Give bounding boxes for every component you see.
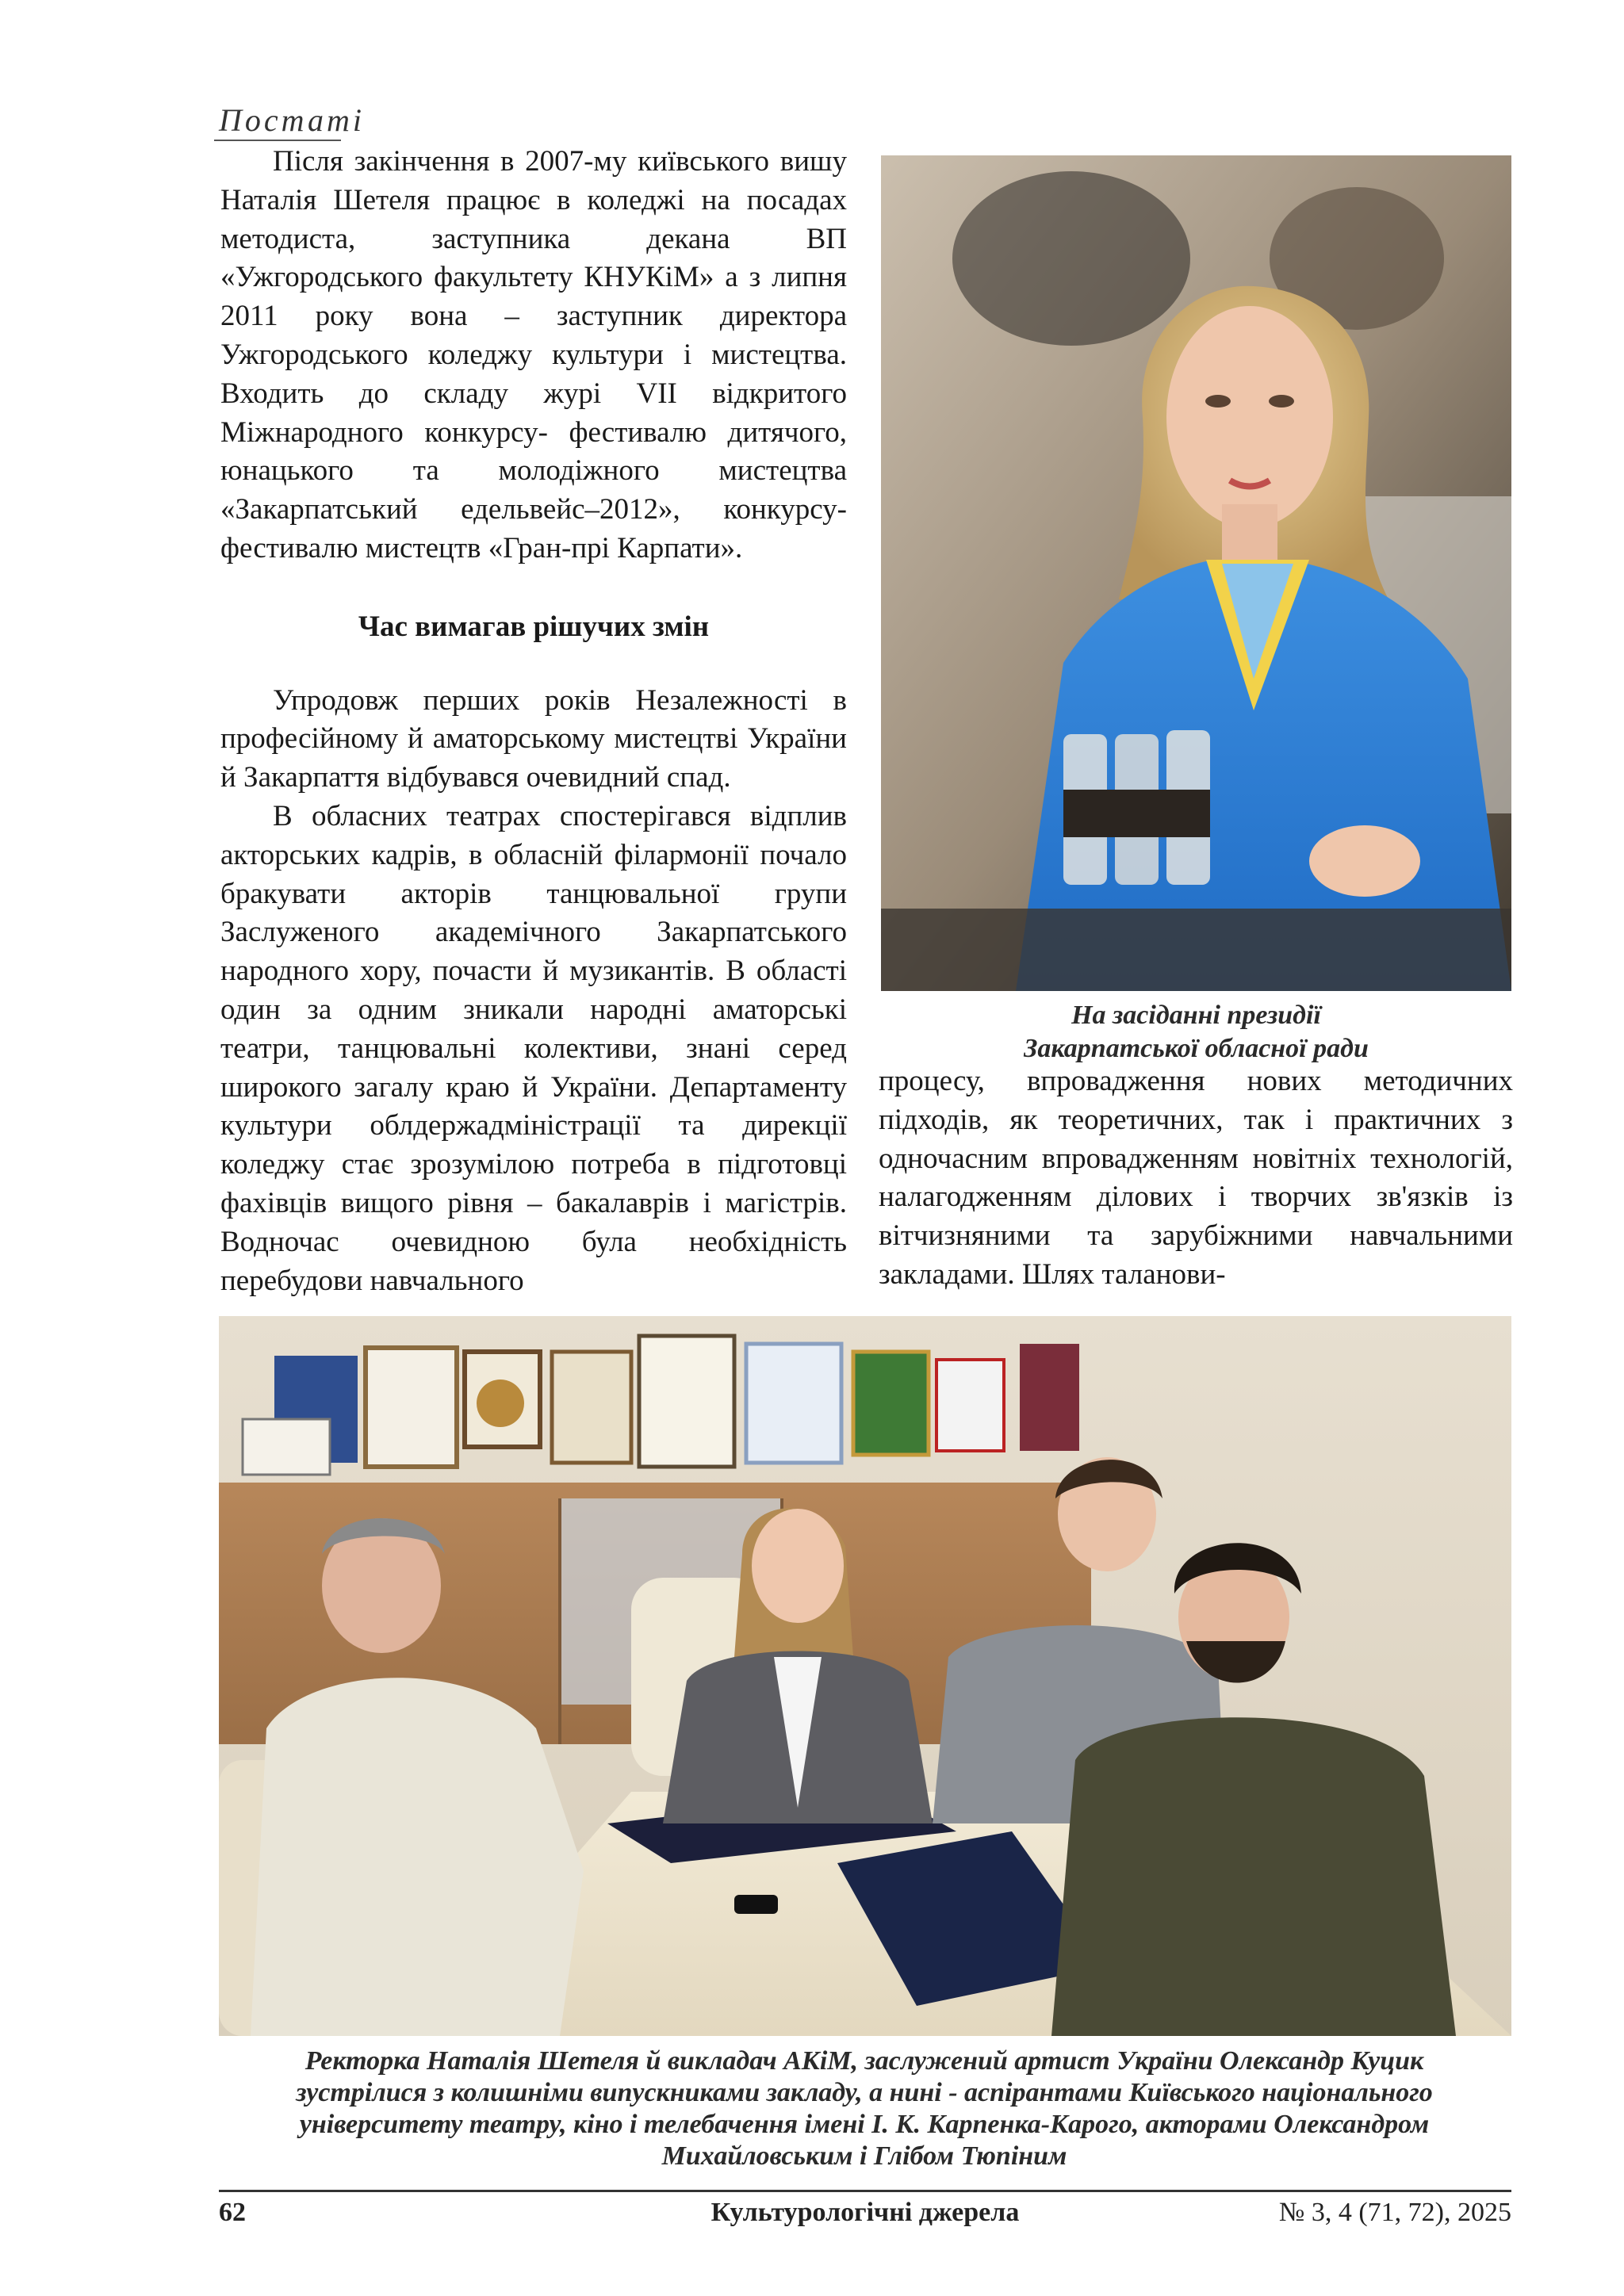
intro-paragraph: Після закінчення в 2007-му київського вишу Наталія Шетеля працює в коледжі на посадах методиста, заступника декана ВП «Ужгородського факультету КНУКіМ» а з липня 2011 року вона – заступник директора Ужгородського коледжу культури і мистецтва. Входить до складу журі VII відкритого Міжнародного конкурсу- фестивалю дитячого, юнацького та молодіжного мистецтва «Закарпатський едельвейс–2012», конкурсу-фестивалю мистецтв «Гран-прі Карпати». bbox=[220, 145, 847, 564]
page-number: 62 bbox=[219, 2198, 246, 2227]
paragraph-2: Упродовж перших років Незалежності в професійному й аматорському мистецтві України й Закарпаття відбувався очевидний спад. bbox=[220, 683, 847, 794]
paragraph-3: В обласних театрах спостерігався відплив акторських кадрів, в обласній філармонії почало бракувати акторів танцювальної групи Заслуженого академічного Закарпатського народного хору, почасти й музикантів. В області один за одним зникали народні аматорські театри, танцювальні колективи, знані серед широкого загалу краю й України. Департаменту культури облдержадміністрації та дирекції коледжу стає зрозумілою потреба в підготовці фахівців вищого рівня – бакалаврів і магістрів. Водночас очевидною була необхідність перебудови навчального bbox=[220, 799, 847, 1297]
journal-title: Культурологічні джерела bbox=[710, 2198, 1020, 2227]
photo-presidium-meeting bbox=[881, 155, 1511, 991]
page-footer bbox=[219, 2198, 1511, 2237]
issue-number: № 3, 4 (71, 72), 2025 bbox=[1278, 2198, 1511, 2227]
photo-top-caption-line-2: Закарпатської обласної ради bbox=[1024, 1034, 1369, 1063]
photo-bottom-caption: Ректорка Наталія Шетеля й викладач АКіМ, заслужений артист України Олександр Куцик зустрілися з колишніми випускниками закладу, а нині - аспірантами Київського національного університету театру, кіно і телебачення імені І. К. Карпенка-Карого, акторами Олександром Михайловським і Глібом Тюпіним bbox=[296, 2046, 1433, 2171]
footer-divider bbox=[219, 2190, 1511, 2192]
right-text-column bbox=[879, 1062, 1513, 1295]
photo-top-caption bbox=[881, 999, 1511, 1066]
right-paragraph: процесу, впровадження нових методичних підходів, як теоретичних, так і практичних з одночасним впровадженням новітніх технологій, налагодженням ділових і творчих зв'язків із вітчизняними та зарубіжними навчальними закладами. Шлях таланови- bbox=[879, 1065, 1513, 1291]
left-text-column bbox=[220, 143, 847, 1300]
section-label-underline bbox=[214, 140, 341, 141]
photo-group-meeting bbox=[219, 1316, 1511, 2036]
photo-top-caption-line-1: На засіданні президії bbox=[1071, 1001, 1321, 1030]
section-label: Постаті bbox=[219, 102, 366, 138]
section-heading: Час вимагав рішучих змін bbox=[358, 610, 710, 643]
